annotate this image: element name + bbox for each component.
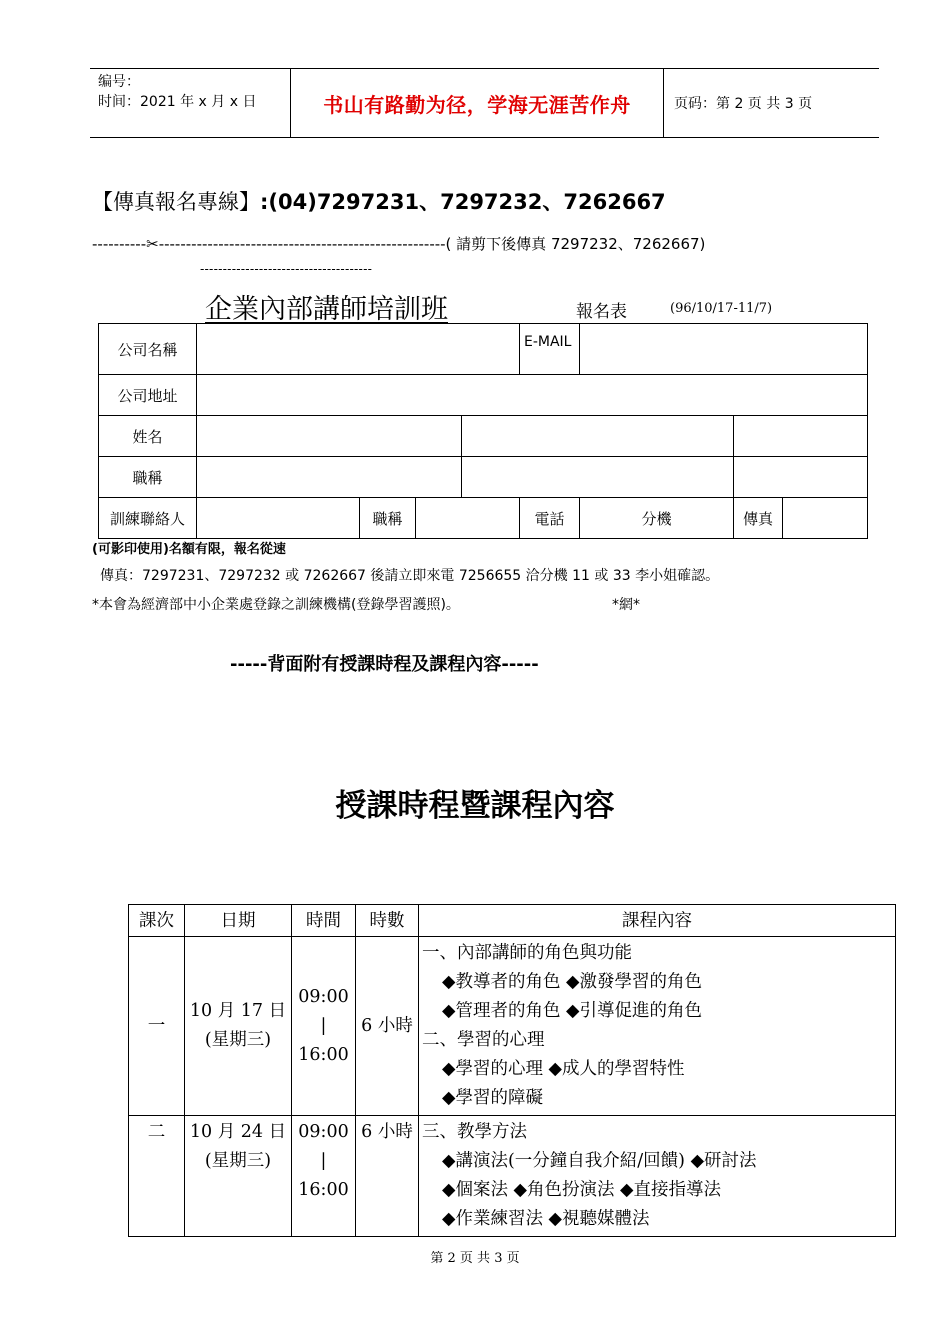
fax-hotline-numbers: :(04)7297231、7297232、7262667: [260, 190, 666, 214]
form-row-title: [99, 457, 868, 498]
col-header-time: 時間: [292, 905, 356, 937]
col-header-hours: 時數: [356, 905, 419, 937]
job-title-field-3[interactable]: [734, 457, 868, 498]
session-content: [419, 1116, 896, 1237]
header-meta: [90, 69, 291, 137]
content-line: ◆學習的障礙: [442, 1088, 543, 1108]
job-title-label: 職稱: [99, 457, 197, 498]
content-line: 一、內部講師的角色與功能: [422, 943, 632, 963]
job-title-field-2[interactable]: [462, 457, 734, 498]
table-row: [129, 1116, 896, 1237]
session-time: [292, 937, 356, 1116]
fax-hotline-label: 【傳真報名專線】: [92, 190, 260, 214]
session-hours: 6 小時: [356, 1116, 419, 1237]
time-separator: |: [320, 1151, 327, 1171]
email-label: E-MAIL: [520, 324, 580, 375]
doc-number-label: 编号：: [98, 74, 140, 90]
content-line: ◆學習的心理 ◆成人的學習特性: [442, 1059, 685, 1079]
content-line: ◆講演法(一分鐘自我介紹/回饋) ◆研討法: [442, 1151, 757, 1171]
header-page-number: 页码：第 2 页 共 3 页: [674, 96, 813, 112]
doc-time-label: 时间：2021 年 x 月 x 日: [98, 94, 257, 110]
schedule-header-row: [129, 905, 896, 937]
company-address-field[interactable]: [197, 375, 868, 416]
content-line: ◆管理者的角色 ◆引導促進的角色: [442, 1001, 702, 1021]
cut-line: ----------✂-----------------------------------------------------( 請剪下後傳真 7297232、7262667): [92, 235, 706, 253]
session-number: 二: [129, 1116, 185, 1237]
name-field-2[interactable]: [462, 416, 734, 457]
contact-label: 訓練聯絡人: [99, 498, 197, 539]
time-start: 09:00: [298, 986, 349, 1007]
name-field-3[interactable]: [734, 416, 868, 457]
time-separator: |: [320, 1015, 327, 1036]
header-motto: 书山有路勤为径，学海无涯苦作舟: [323, 92, 631, 117]
col-header-date: 日期: [185, 905, 292, 937]
content-line: ◆教導者的角色 ◆激發學習的角色: [442, 972, 702, 992]
dash-line: --------------------------------------: [200, 262, 373, 276]
col-header-session: 課次: [129, 905, 185, 937]
registration-form: [98, 323, 868, 539]
content-line: 三、教學方法: [422, 1122, 527, 1142]
note-fax-confirm: 傳真：7297231、7297232 或 7262667 後請立即來電 7256655 洽分機 11 或 33 李小姐確認。: [100, 568, 720, 584]
schedule-table: [128, 904, 896, 1237]
form-row-address: [99, 375, 868, 416]
contact-title-label: 職稱: [360, 498, 416, 539]
page-footer: 第 2 页 共 3 页: [430, 1251, 520, 1266]
job-title-field-1[interactable]: [197, 457, 462, 498]
session-date: 10 月 24 日(星期三): [185, 1116, 292, 1237]
phone-label: 電話: [520, 498, 580, 539]
note-copy-allowed: (可影印使用)名額有限，報名從速: [92, 542, 286, 557]
fax-hotline-title: [92, 186, 666, 216]
name-field-1[interactable]: [197, 416, 462, 457]
session-date: 10 月 17 日(星期三): [185, 937, 292, 1116]
form-title: 企業內部講師培訓班: [205, 294, 448, 325]
session-number: 一: [129, 937, 185, 1116]
form-dates: (96/10/17-11/7): [670, 301, 773, 316]
table-row: [129, 937, 896, 1116]
note-training-org-text: *本會為經濟部中小企業處登錄之訓練機構(登錄學習護照)。: [92, 597, 460, 613]
page-header: [90, 68, 879, 138]
session-content: [419, 937, 896, 1116]
content-line: ◆個案法 ◆角色扮演法 ◆直接指導法: [442, 1180, 721, 1200]
content-line: 二、學習的心理: [422, 1030, 545, 1050]
col-header-content: 課程內容: [419, 905, 896, 937]
form-subtitle: 報名表: [576, 302, 627, 322]
company-address-label: 公司地址: [99, 375, 197, 416]
time-end: 16:00: [298, 1044, 349, 1065]
fax-label: 傳真: [734, 498, 783, 539]
form-row-company: [99, 324, 868, 375]
header-page-cell: [664, 69, 878, 137]
session-hours: 6 小時: [356, 937, 419, 1116]
contact-title-field[interactable]: [416, 498, 520, 539]
content-line: ◆作業練習法 ◆視聽媒體法: [442, 1209, 650, 1229]
form-row-contact: [99, 498, 868, 539]
company-name-field[interactable]: [197, 324, 520, 375]
time-start: 09:00: [298, 1122, 349, 1142]
form-row-name: [99, 416, 868, 457]
contact-field[interactable]: [197, 498, 360, 539]
back-page-note: -----背面附有授課時程及課程內容-----: [230, 654, 539, 675]
header-motto-cell: [291, 69, 664, 137]
time-end: 16:00: [298, 1180, 349, 1200]
session-time: [292, 1116, 356, 1237]
name-label: 姓名: [99, 416, 197, 457]
company-name-label: 公司名稱: [99, 324, 197, 375]
note-web-mark: *網*: [612, 597, 640, 613]
email-field[interactable]: [580, 324, 868, 375]
note-training-org: [92, 594, 640, 614]
extension-label: 分機: [580, 498, 734, 539]
fax-field[interactable]: [783, 498, 868, 539]
schedule-title: 授課時程暨課程內容: [335, 788, 615, 824]
